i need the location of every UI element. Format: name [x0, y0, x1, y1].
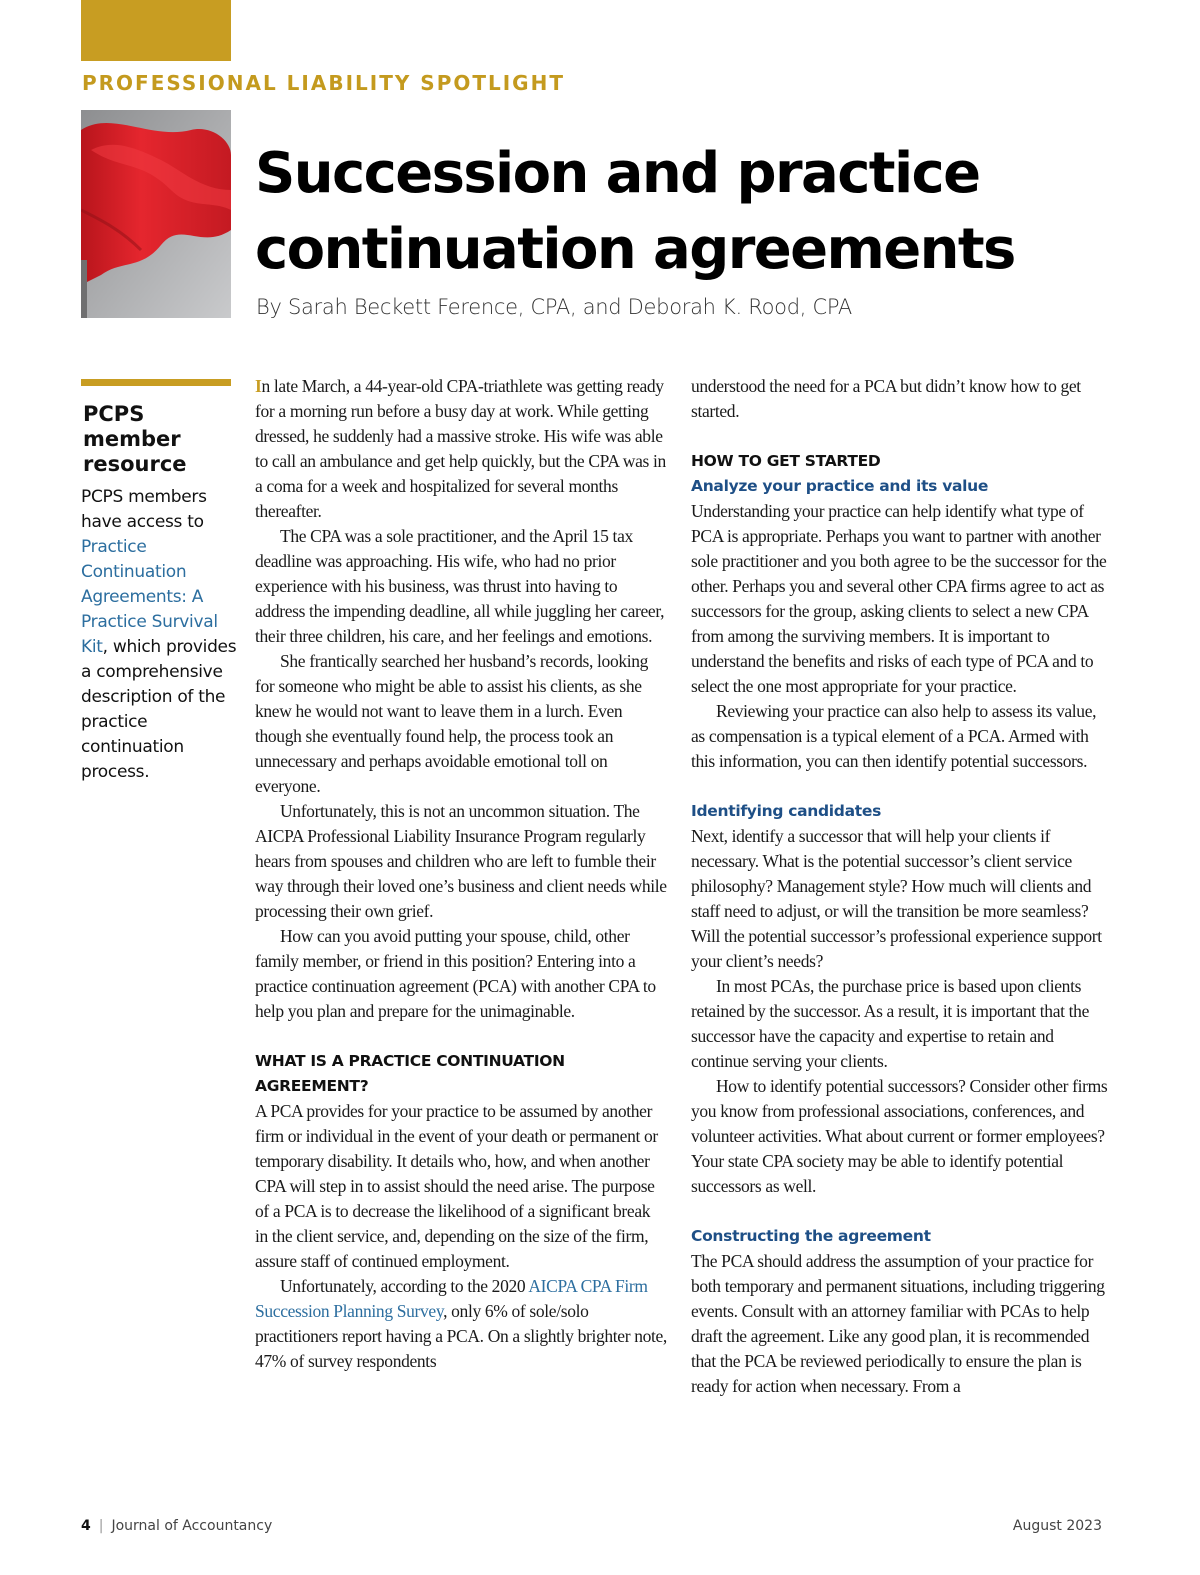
paragraph-2: The CPA was a sole practitioner, and the April 15 tax deadline was approaching. His wife, who had no prior experience with his business, was thrust into having to address the impending deadline, all while juggling her career, their three children, his care, and her feelings and emotions.: [255, 526, 665, 646]
page-footer: [81, 1518, 1102, 1534]
subheading-identifying: Identifying candidates: [691, 802, 882, 820]
sidebar-rule: [81, 379, 231, 386]
article-title: [255, 136, 1155, 288]
paragraph-14: The PCA should address the assumption of your practice for both temporary and permanent situations, including triggering events. Consult with an attorney familiar with PCAs to help draft the agreement. Like any good plan, it is recommended that the PCA be reviewed periodically to ensure the plan is ready for action when necessary. From a: [691, 1251, 1105, 1396]
sidebar-heading: PCPS member resource: [83, 402, 187, 476]
paragraph-1-text: n late March, a 44-year-old CPA-triathlete was getting ready for a morning run before a busy day at work. While getting dressed, he suddenly had a massive stroke. His wife was able to call an ambulance and get help quickly, but the CPA was in a coma for a week and hospitalized for several months thereafter.: [255, 376, 666, 521]
sidebar-text-after: , which provides a comprehensive description of the practice continuation process.: [81, 637, 237, 782]
paragraph-7-after: , only 6% of sole/solo practitioners report having a PCA. On a slightly brighter note, 47% of survey respondents: [255, 1301, 667, 1371]
heading-how-to-get-started: HOW TO GET STARTED: [691, 452, 881, 470]
survey-link[interactable]: AICPA CPA Firm Succession Planning Survey: [255, 1276, 648, 1321]
paragraph-9: Understanding your practice can help identify what type of PCA is appropriate. Perhaps you want to partner with another sole practitioner and you both agree to be the successor for the other. Perhaps you and several other CPA firms agree to act as successors for the group, asking clients to select a new CPA from among the surviving members. It is important to understand the benefits and risks of each type of PCA and to select the one most appropriate for your practice.: [691, 501, 1107, 696]
survival-kit-link[interactable]: Practice Continuation Agreements: A Practice Survival Kit: [81, 537, 218, 657]
article-column-1: [255, 374, 667, 1374]
title-line-1: Succession and practice: [255, 141, 980, 206]
paragraph-3: She frantically searched her husband’s records, looking for someone who might be able to assist his clients, as she knew he would not want to leave them in a lurch. Even though she eventually found help, the process took an unnecessary and perhaps avoidable emotional toll on everyone.: [255, 651, 649, 796]
footer-separator: |: [98, 1518, 104, 1534]
issue-date: August 2023: [1012, 1518, 1102, 1534]
sidebar-resource: [81, 379, 241, 785]
paragraph-4: Unfortunately, this is not an uncommon situation. The AICPA Professional Liability Insurance Program regularly hears from spouses and children who are left to fumble their way through their loved one’s business and client needs while processing their own grief.: [255, 801, 667, 921]
title-line-2: continuation agreements: [255, 217, 1015, 282]
paragraph-6: A PCA provides for your practice to be assumed by another firm or individual in the event of your death or permanent or temporary disability. It details who, how, and when another CPA will step in to assist should the need arise. The purpose of a PCA is to decrease the likelihood of a significant break in the client service, and, depending on the size of the firm, assure staff of continued employment.: [255, 1101, 658, 1271]
subheading-analyze: Analyze your practice and its value: [691, 477, 989, 495]
paragraph-11: Next, identify a successor that will help your clients if necessary. What is the potential successor’s client service philosophy? Management style? How much will clients and staff need to adjust, or will the transition be more seamless? Will the potential successor’s professional experience support your client’s needs?: [691, 826, 1102, 971]
sidebar-text-before: PCPS members have access to: [81, 487, 207, 532]
paragraph-7-before: Unfortunately, according to the 2020: [280, 1276, 529, 1296]
drop-cap: I: [255, 376, 262, 396]
header-accent-bar: [81, 0, 231, 61]
paragraph-5: How can you avoid putting your spouse, child, other family member, or friend in this position? Entering into a practice continuation agreement (PCA) with another CPA to help you plan and prepare for the unimaginable.: [255, 926, 656, 1021]
paragraph-1: [255, 374, 667, 524]
subheading-constructing: Constructing the agreement: [691, 1227, 931, 1245]
paragraph-13: How to identify potential successors? Consider other firms you know from professional associations, conferences, and volunteer activities. What about current or former employees? Your state CPA society may be able to identify potential successors as well.: [691, 1076, 1108, 1196]
page-number: 4: [81, 1518, 91, 1534]
section-kicker: PROFESSIONAL LIABILITY SPOTLIGHT: [82, 71, 565, 95]
heading-what-is-pca: WHAT IS A PRACTICE CONTINUATION AGREEMENT?: [255, 1052, 565, 1095]
article-column-2: [691, 374, 1111, 1399]
byline: By Sarah Beckett Ference, CPA, and Deborah K. Rood, CPA: [256, 295, 852, 319]
paragraph-10: Reviewing your practice can also help to assess its value, as compensation is a typical element of a PCA. Armed with this information, you can then identify potential successors.: [691, 701, 1097, 771]
paragraph-12: In most PCAs, the purchase price is based upon clients retained by the successor. As a result, it is important that the successor have the capacity and expertise to retain and continue serving your clients.: [691, 976, 1089, 1071]
sidebar-text: [81, 485, 241, 785]
paragraph-7: [255, 1274, 667, 1374]
red-flag-photo: [81, 110, 231, 318]
journal-name: Journal of Accountancy: [111, 1518, 273, 1534]
paragraph-8: understood the need for a PCA but didn’t know how to get started.: [691, 376, 1081, 421]
